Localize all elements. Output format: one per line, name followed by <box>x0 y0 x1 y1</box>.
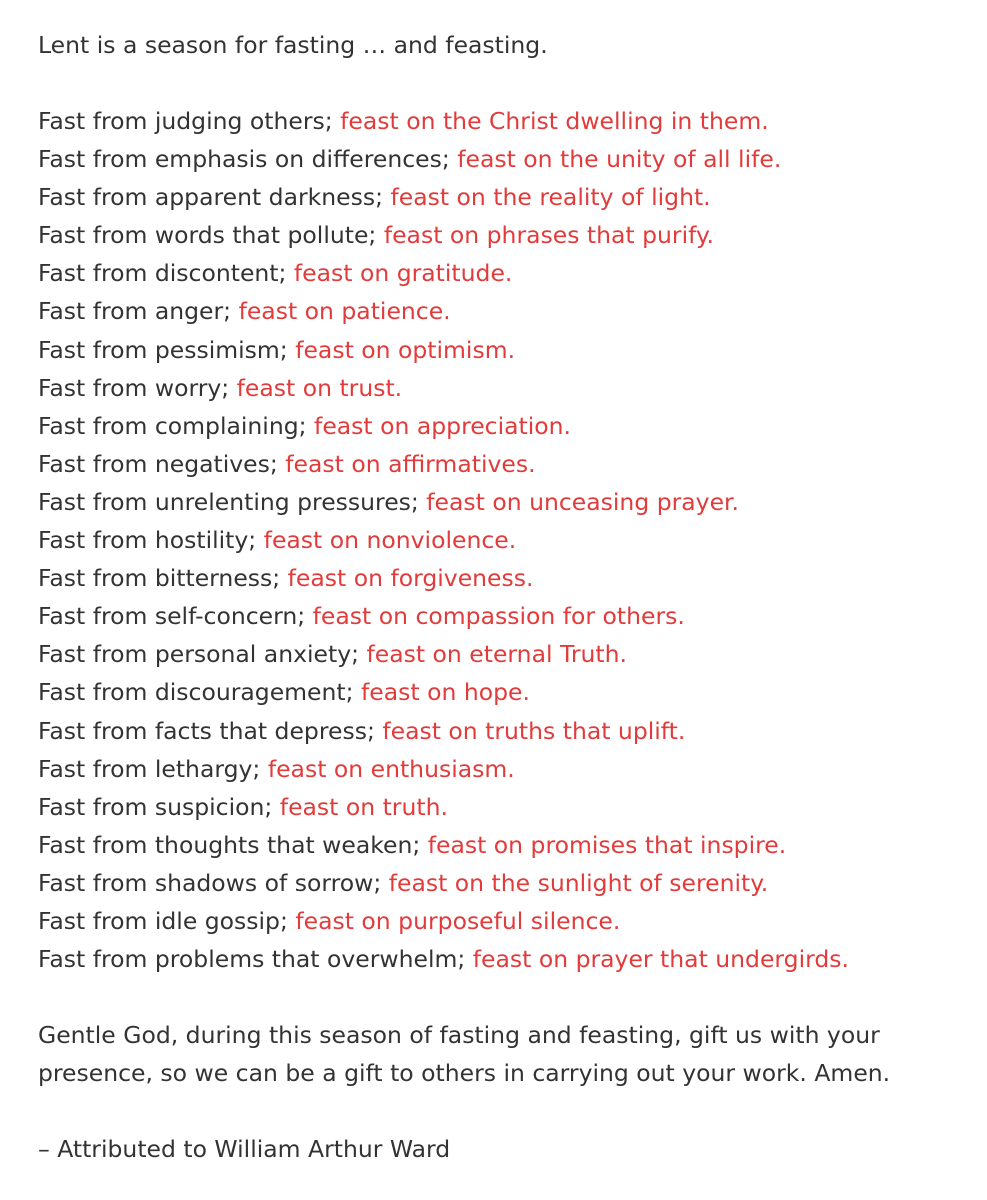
fast-text: Fast from words that pollute; <box>38 221 384 250</box>
feast-text: feast on hope. <box>361 678 530 707</box>
feast-text: feast on truth. <box>279 792 448 821</box>
fast-text: Fast from apparent darkness; <box>38 183 391 212</box>
fast-text: Fast from self-concern; <box>38 602 313 631</box>
list-item <box>38 826 968 864</box>
fast-text: Fast from pessimism; <box>38 335 296 364</box>
document-body <box>38 26 968 1168</box>
intro-line: Lent is a season for fasting … and feasting. <box>38 31 548 59</box>
feast-text: feast on phrases that purify. <box>383 221 714 250</box>
list-item <box>38 445 968 483</box>
feast-text: feast on gratitude. <box>293 259 513 288</box>
feast-text: feast on eternal Truth. <box>366 640 628 669</box>
fast-text: Fast from unrelenting pressures; <box>38 487 427 516</box>
fast-text: Fast from discouragement; <box>38 678 362 707</box>
list-item <box>38 788 968 826</box>
fast-text: Fast from hostility; <box>38 526 264 555</box>
list-item <box>38 673 968 711</box>
feast-text: feast on nonviolence. <box>263 526 517 555</box>
fast-text: Fast from discontent; <box>38 259 294 288</box>
fast-text: Fast from personal anxiety; <box>38 640 367 669</box>
prayer-line: Gentle God, during this season of fasting and feasting, gift us with your <box>38 1021 880 1050</box>
list-item <box>38 369 968 407</box>
fast-text: Fast from thoughts that weaken; <box>38 830 428 859</box>
feast-text: feast on purposeful silence. <box>295 906 621 935</box>
prayer-line: presence, so we can be a gift to others in carrying out your work. Amen. <box>38 1059 891 1088</box>
list-item <box>38 902 968 940</box>
feast-text: feast on the sunlight of serenity. <box>388 868 769 897</box>
list-item <box>38 331 968 369</box>
fast-text: Fast from problems that overwhelm; <box>38 945 473 974</box>
list-item <box>38 140 968 178</box>
fast-text: Fast from lethargy; <box>38 754 268 783</box>
fast-text: Fast from idle gossip; <box>38 906 296 935</box>
attribution: – Attributed to William Arthur Ward <box>38 1135 451 1164</box>
feast-text: feast on the unity of all life. <box>457 145 782 174</box>
fast-text: Fast from suspicion; <box>38 792 280 821</box>
fast-text: Fast from anger; <box>38 297 239 326</box>
list-item <box>38 254 968 292</box>
list-item <box>38 483 968 521</box>
closing-prayer <box>38 1016 968 1092</box>
feast-text: feast on the reality of light. <box>390 183 711 212</box>
list-item <box>38 597 968 635</box>
list-item <box>38 750 968 788</box>
fast-feast-list <box>38 102 968 978</box>
list-item <box>38 712 968 750</box>
feast-text: feast on affirmatives. <box>285 449 536 478</box>
fast-text: Fast from complaining; <box>38 411 315 440</box>
feast-text: feast on appreciation. <box>314 411 572 440</box>
list-item <box>38 216 968 254</box>
fast-text: Fast from facts that depress; <box>38 716 383 745</box>
list-item <box>38 940 968 978</box>
feast-text: feast on the Christ dwelling in them. <box>340 107 769 135</box>
feast-text: feast on truths that uplift. <box>382 716 686 745</box>
fast-text: Fast from judging others; <box>38 107 341 135</box>
fast-text: Fast from bitterness; <box>38 564 288 593</box>
list-item <box>38 521 968 559</box>
feast-text: feast on enthusiasm. <box>267 754 515 783</box>
list-item <box>38 292 968 330</box>
feast-text: feast on patience. <box>238 297 451 326</box>
feast-text: feast on promises that inspire. <box>427 830 787 859</box>
list-item <box>38 178 968 216</box>
fast-text: Fast from emphasis on differences; <box>38 145 458 174</box>
feast-text: feast on compassion for others. <box>312 602 685 631</box>
fast-text: Fast from worry; <box>38 373 237 402</box>
feast-text: feast on trust. <box>236 373 403 402</box>
list-item <box>38 102 968 140</box>
list-item <box>38 635 968 673</box>
fast-text: Fast from negatives; <box>38 449 286 478</box>
fast-text: Fast from shadows of sorrow; <box>38 868 389 897</box>
feast-text: feast on forgiveness. <box>287 564 534 593</box>
feast-text: feast on unceasing prayer. <box>426 487 740 516</box>
list-item <box>38 407 968 445</box>
list-item <box>38 559 968 597</box>
list-item <box>38 864 968 902</box>
feast-text: feast on prayer that undergirds. <box>472 945 849 974</box>
feast-text: feast on optimism. <box>295 335 516 364</box>
